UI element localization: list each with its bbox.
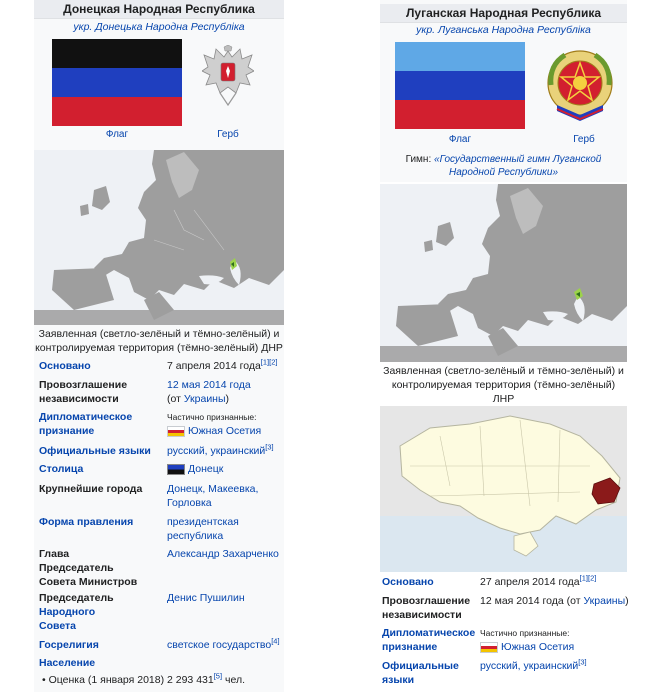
donetsk-coat-icon [167,464,185,475]
star-wreath-emblem-icon[interactable] [543,45,617,128]
lnr-recognition-value: Частично признанные: Южная Осетия [480,628,575,653]
dnr-symbols [34,37,284,145]
dnr-europe-map[interactable] [34,150,284,325]
lnr-flag[interactable] [395,42,525,129]
lnr-anthem-link[interactable]: «Государственный гимн Луганской [434,154,602,165]
lnr-row-recognition [382,626,622,656]
dnr-estimate-key: • Оценка (1 января 2018) [42,674,165,686]
dnr-head-value[interactable]: Александр Захарченко [167,548,279,560]
lnr-languages-value: русский, украинский[3] [480,657,587,672]
dnr-row-head [39,547,279,589]
lnr-recognition-key[interactable]: Дипломатическое признание [382,627,476,653]
lnr-independence-value: 12 мая 2014 года (от Украины) [480,595,629,607]
dnr-coat-label[interactable]: Герб [217,129,239,140]
dnr-head-key: Глава Председатель Совета Министров [39,548,138,588]
lnr-title: Луганская Народная Республика [380,4,627,23]
dnr-languages-key[interactable]: Официальные языки [39,445,151,457]
lnr-founded-key[interactable]: Основано [382,576,434,588]
lnr-native-name[interactable]: укр. Луганська Народна Республіка [416,24,591,36]
lnr-row-languages [382,659,622,687]
lnr-flag-label[interactable]: Флаг [448,134,472,145]
dnr-flag-label[interactable]: Флаг [105,129,129,140]
double-headed-eagle-icon[interactable] [202,45,254,110]
lnr-independence-key: Провозглашение независимости [382,595,471,621]
lnr-founded-value: 27 апреля 2014 года[1][2] [480,573,597,588]
lnr-ukraine-map[interactable] [380,406,627,572]
lnr-languages-key[interactable]: Официальные языки [382,660,459,686]
dnr-native-name[interactable]: укр. Донецька Народна Республіка [73,21,245,33]
dnr-recognition-value: Частично признанные: Южная Осетия [167,412,262,437]
dnr-infobox [34,0,284,692]
dnr-cities-value[interactable]: Донецк, Макеевка, Горловка [167,483,259,509]
lnr-anthem-link-line2[interactable]: Народной Республики» [448,167,559,178]
dnr-independence-key: Провозглашение независимости [39,379,128,405]
dnr-religion-value: светское государство[4] [167,636,280,651]
dnr-row-chair [39,591,279,633]
lnr-coat-label[interactable]: Герб [573,134,595,145]
dnr-recognition-key[interactable]: Дипломатическое признание [39,411,133,437]
dnr-row-independence [39,378,279,406]
south-ossetia-flag-icon [167,426,185,437]
lnr-row-independence [382,594,629,622]
lnr-infobox [380,0,627,692]
dnr-founded-key[interactable]: Основано [39,360,91,372]
south-ossetia-flag-icon [480,642,498,653]
dnr-row-cities [39,482,279,510]
dnr-government-key[interactable]: Форма правления [39,516,134,528]
dnr-capital-value: Донецк [167,462,282,476]
lnr-map-caption: Заявленная (светло-зелёный и тёмно-зелёный) и контролируемая территория (тёмно-зелёный) ЛНР [383,365,624,405]
dnr-cities-key: Крупнейшие города [39,483,143,495]
dnr-government-value[interactable]: президентская республика [167,516,239,542]
dnr-religion-key[interactable]: Госрелигия [39,639,99,651]
dnr-flag[interactable] [52,39,182,126]
dnr-title: Донецкая Народная Республика [34,0,284,19]
dnr-map-caption: Заявленная (светло-зелёный и тёмно-зелёный) и контролируемая территория (тёмно-зелёный) ДНР [35,328,283,354]
dnr-row-recognition [39,410,279,440]
dnr-chair-key: Председатель Народного Совета [39,592,114,632]
dnr-languages-value: русский, украинский[3] [167,442,274,457]
dnr-chair-value[interactable]: Денис Пушилин [167,592,245,604]
dnr-population-key[interactable]: Население [39,657,96,669]
dnr-estimate-value: 2 293 431[5] чел. [167,671,245,686]
lnr-anthem: Гимн: «Государственный гимн Луганской Народной Республики» [405,154,602,178]
dnr-founded-value: 7 апреля 2014 года[1][2] [167,357,278,372]
dnr-independence-value: 12 мая 2014 года (от Украины) [167,379,251,405]
lnr-europe-map[interactable] [380,184,627,362]
dnr-capital-key[interactable]: Столица [39,463,84,475]
dnr-row-government [39,515,279,543]
